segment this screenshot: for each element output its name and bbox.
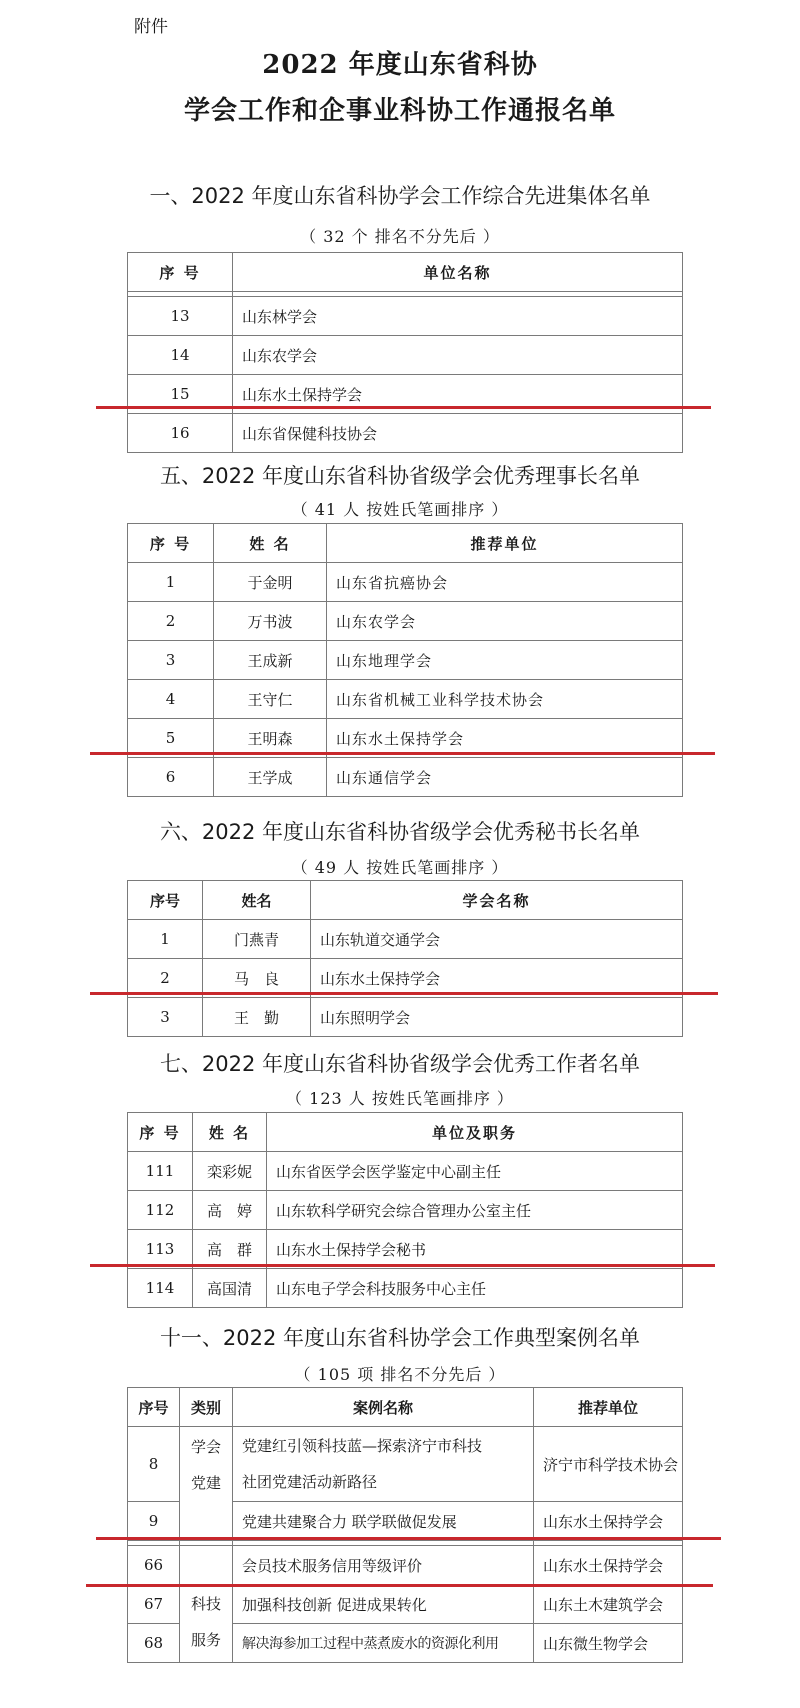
row-person: 王守仁: [214, 680, 327, 719]
row-no: 2: [128, 959, 203, 998]
row-name: 山东林学会: [233, 297, 683, 336]
row-unit: 山东软科学研究会综合管理办公室主任: [267, 1191, 683, 1230]
table-row: [128, 297, 683, 336]
header-category: 类别: [180, 1388, 233, 1427]
header-unit: 单位名称: [233, 253, 683, 292]
row-person: 门燕青: [203, 920, 311, 959]
row-person: 万书波: [214, 602, 327, 641]
row-no: 16: [128, 414, 233, 453]
table-row: [128, 1269, 683, 1308]
row-no: 14: [128, 336, 233, 375]
section1-subtitle: （ 32 个 排名不分先后 ）: [300, 227, 500, 246]
row-unit: 山东农学会: [327, 602, 683, 641]
row-unit: 山东省机械工业科学技术协会: [327, 680, 683, 719]
row-name: 山东省保健科技协会: [233, 414, 683, 453]
row-no: 68: [128, 1624, 180, 1663]
row-unit: 山东水土保持学会: [311, 959, 683, 998]
header-case: 案例名称: [233, 1388, 534, 1427]
red-underline: [90, 752, 715, 755]
section6-table: [127, 880, 683, 1037]
row-no: 113: [128, 1230, 193, 1269]
red-underline: [86, 1584, 713, 1587]
table-row: [128, 1427, 683, 1502]
row-unit: 山东照明学会: [311, 998, 683, 1037]
row-no: 1: [128, 563, 214, 602]
row-no: 67: [128, 1585, 180, 1624]
row-no: 66: [128, 1546, 180, 1585]
row-unit: 山东水土保持学会秘书: [267, 1230, 683, 1269]
row-no: 1: [128, 920, 203, 959]
row-no: 111: [128, 1152, 193, 1191]
row-unit: 山东省抗癌协会: [327, 563, 683, 602]
row-unit: 山东水土保持学会: [327, 719, 683, 758]
row-unit: 山东水土保持学会: [534, 1502, 683, 1541]
header-no: 序 号: [128, 253, 233, 292]
header-unit: 学会名称: [311, 881, 683, 920]
row-no: 4: [128, 680, 214, 719]
row-no: 13: [128, 297, 233, 336]
row-case: 解决海参加工过程中蒸煮废水的资源化利用: [233, 1624, 534, 1663]
row-case: [233, 1427, 534, 1502]
header-name: 姓名: [203, 881, 311, 920]
attachment-label: 附件: [134, 17, 168, 37]
row-no: 5: [128, 719, 214, 758]
row-case: 会员技术服务信用等级评价: [233, 1546, 534, 1585]
row-unit: 山东省医学会医学鉴定中心副主任: [267, 1152, 683, 1191]
row-unit: 山东水土保持学会: [534, 1546, 683, 1585]
row-case: 加强科技创新 促进成果转化: [233, 1585, 534, 1624]
section6-title: 六、2022 年度山东省科协省级学会优秀秘书长名单: [159, 820, 641, 844]
section7-table: [127, 1112, 683, 1308]
row-no: 3: [128, 998, 203, 1037]
row-unit: 山东地理学会: [327, 641, 683, 680]
table-header-row: [128, 881, 683, 920]
header-no: 序号: [128, 881, 203, 920]
header-unit: 单位及职务: [267, 1113, 683, 1152]
table-row: [128, 336, 683, 375]
header-no: 序 号: [128, 1113, 193, 1152]
table-row: [128, 1152, 683, 1191]
category-line: 学会: [190, 1438, 221, 1456]
row-person: 王 勤: [203, 998, 311, 1037]
category-line: 科技: [190, 1595, 221, 1613]
document-title-line2: 学会工作和企事业科协工作通报名单: [183, 96, 616, 126]
red-underline: [90, 992, 718, 995]
table-header-row: [128, 1113, 683, 1152]
table-row: [128, 1191, 683, 1230]
header-no: 序 号: [128, 524, 214, 563]
table-row: [128, 1230, 683, 1269]
row-person: 栾彩妮: [193, 1152, 267, 1191]
section11-table: [127, 1387, 683, 1663]
table-row: [128, 758, 683, 797]
table-row: [128, 998, 683, 1037]
header-unit: 推荐单位: [327, 524, 683, 563]
table-header-row: [128, 253, 683, 292]
category-cell-party: [180, 1427, 233, 1541]
category-cell-service: [180, 1546, 233, 1663]
row-person: 于金明: [214, 563, 327, 602]
table-row: [128, 920, 683, 959]
section5-table: [127, 523, 683, 797]
section7-title: 七、2022 年度山东省科协省级学会优秀工作者名单: [159, 1052, 641, 1076]
table-row: [128, 602, 683, 641]
header-no: 序号: [128, 1388, 180, 1427]
row-no: 112: [128, 1191, 193, 1230]
row-no: 9: [128, 1502, 180, 1541]
table-row: [128, 414, 683, 453]
table-header-row: [128, 1388, 683, 1427]
table-header-row: [128, 524, 683, 563]
table-row: [128, 1546, 683, 1585]
section5-title: 五、2022 年度山东省科协省级学会优秀理事长名单: [159, 464, 641, 488]
table-row: [128, 680, 683, 719]
section1-title: 一、2022 年度山东省科协学会工作综合先进集体名单: [149, 184, 651, 208]
red-underline: [96, 406, 711, 409]
section7-subtitle: （ 123 人 按姓氏笔画排序 ）: [286, 1089, 514, 1108]
section1-table: [127, 252, 683, 453]
row-unit: 山东微生物学会: [534, 1624, 683, 1663]
section6-subtitle: （ 49 人 按姓氏笔画排序 ）: [291, 858, 509, 877]
row-person: 王成新: [214, 641, 327, 680]
case-line: 党建红引领科技蓝—探索济宁市科技: [242, 1437, 483, 1455]
document-title-line1: 2022 年度山东省科协: [262, 50, 538, 80]
row-no: 2: [128, 602, 214, 641]
section11-subtitle: （ 105 项 排名不分先后 ）: [294, 1365, 506, 1384]
row-unit: 济宁市科学技术协会: [534, 1427, 683, 1502]
row-person: 高 群: [193, 1230, 267, 1269]
row-unit: 山东电子学会科技服务中心主任: [267, 1269, 683, 1308]
row-person: 王学成: [214, 758, 327, 797]
table-row: [128, 563, 683, 602]
row-no: 114: [128, 1269, 193, 1308]
case-line: 社团党建活动新路径: [242, 1473, 378, 1491]
row-name: 山东农学会: [233, 336, 683, 375]
row-case: 党建共建聚合力 联学联做促发展: [233, 1502, 534, 1541]
row-person: 王明森: [214, 719, 327, 758]
category-line: 服务: [190, 1631, 221, 1649]
red-underline: [90, 1264, 715, 1267]
row-person: 高 婷: [193, 1191, 267, 1230]
row-unit: 山东土木建筑学会: [534, 1585, 683, 1624]
row-no: 6: [128, 758, 214, 797]
row-name: 山东水土保持学会: [233, 375, 683, 414]
category-line: 党建: [190, 1474, 221, 1492]
row-unit: 山东轨道交通学会: [311, 920, 683, 959]
table-row: [128, 641, 683, 680]
header-unit: 推荐单位: [534, 1388, 683, 1427]
section5-subtitle: （ 41 人 按姓氏笔画排序 ）: [291, 500, 509, 519]
row-no: 15: [128, 375, 233, 414]
header-name: 姓 名: [193, 1113, 267, 1152]
row-person: 高国清: [193, 1269, 267, 1308]
row-unit: 山东通信学会: [327, 758, 683, 797]
row-person: 马 良: [203, 959, 311, 998]
row-no: 3: [128, 641, 214, 680]
red-underline: [96, 1537, 721, 1540]
section11-title: 十一、2022 年度山东省科协学会工作典型案例名单: [159, 1326, 641, 1350]
row-no: 8: [128, 1427, 180, 1502]
header-name: 姓 名: [214, 524, 327, 563]
